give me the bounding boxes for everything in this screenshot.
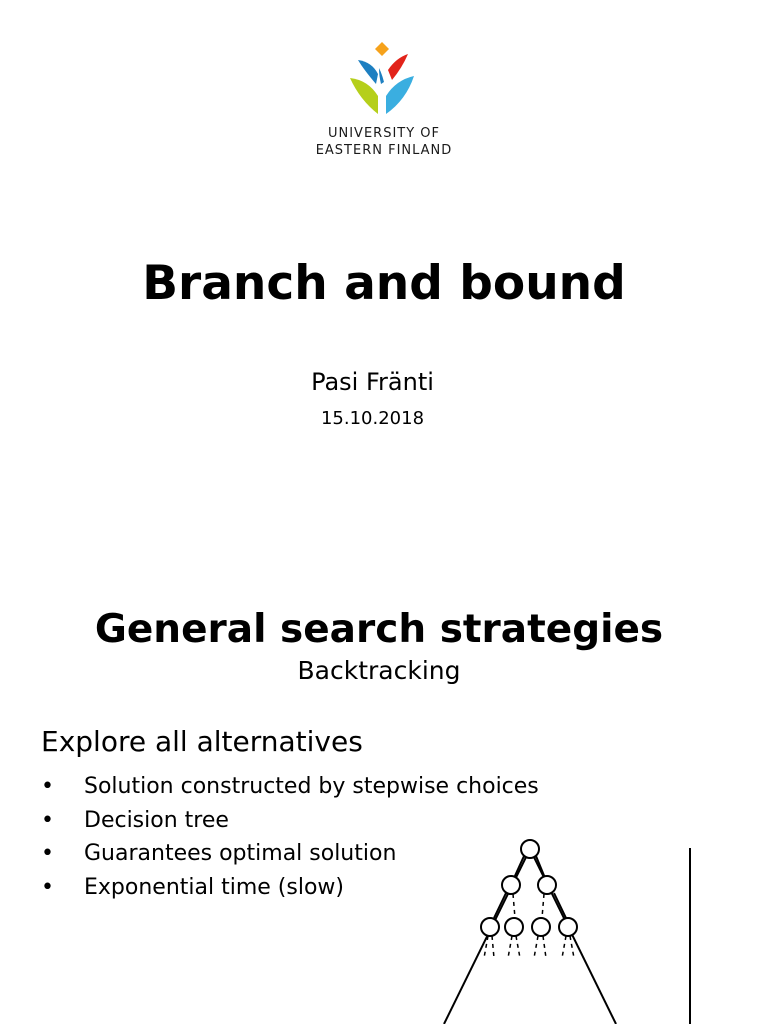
tree-edge	[494, 893, 506, 918]
bullet-dot: •	[41, 874, 54, 900]
bullet-text: Solution constructed by stepwise choices	[84, 774, 539, 799]
bullet-dot: •	[41, 807, 54, 833]
tree-edge	[554, 893, 566, 918]
author-name: Pasi Fränti	[311, 368, 434, 396]
tree-edge	[514, 856, 524, 878]
decision-tree-diagram	[430, 830, 630, 1024]
university-name-line2: EASTERN FINLAND	[315, 143, 453, 158]
vertical-divider	[689, 848, 691, 1024]
tree-edge	[536, 856, 545, 878]
tree-node-root	[521, 840, 539, 858]
tree-node	[502, 876, 520, 894]
bullet-text: Exponential time (slow)	[84, 874, 344, 900]
bullet-item	[41, 770, 539, 804]
tree-dashed-edge	[534, 936, 538, 958]
tree-node	[532, 918, 550, 936]
tree-dashed-edge	[516, 936, 520, 958]
presentation-date: 15.10.2018	[320, 408, 425, 429]
bullet-text: Decision tree	[84, 807, 229, 833]
slide-title: Branch and bound	[142, 256, 626, 311]
university-name-line1: UNIVERSITY OF	[327, 126, 441, 141]
content-heading: Explore all alternatives	[41, 725, 363, 758]
tree-dashed-edge	[542, 894, 544, 918]
section-title: General search strategies	[94, 607, 664, 652]
university-name	[0, 125, 768, 159]
tree-node	[559, 918, 577, 936]
tree-dashed-edge	[543, 936, 546, 958]
tree-dashed-edge	[508, 936, 512, 958]
tree-node	[538, 876, 556, 894]
section-subtitle: Backtracking	[297, 656, 461, 685]
tree-dashed-edge	[513, 894, 515, 918]
bullet-text: Guarantees optimal solution	[84, 841, 397, 866]
tree-node	[505, 918, 523, 936]
university-logo-icon	[346, 40, 418, 120]
tree-dashed-edge	[562, 936, 566, 958]
tree-dashed-edge	[492, 936, 494, 958]
bullet-dot: •	[41, 841, 54, 866]
tree-node	[481, 918, 499, 936]
bullet-dot: •	[41, 774, 54, 799]
